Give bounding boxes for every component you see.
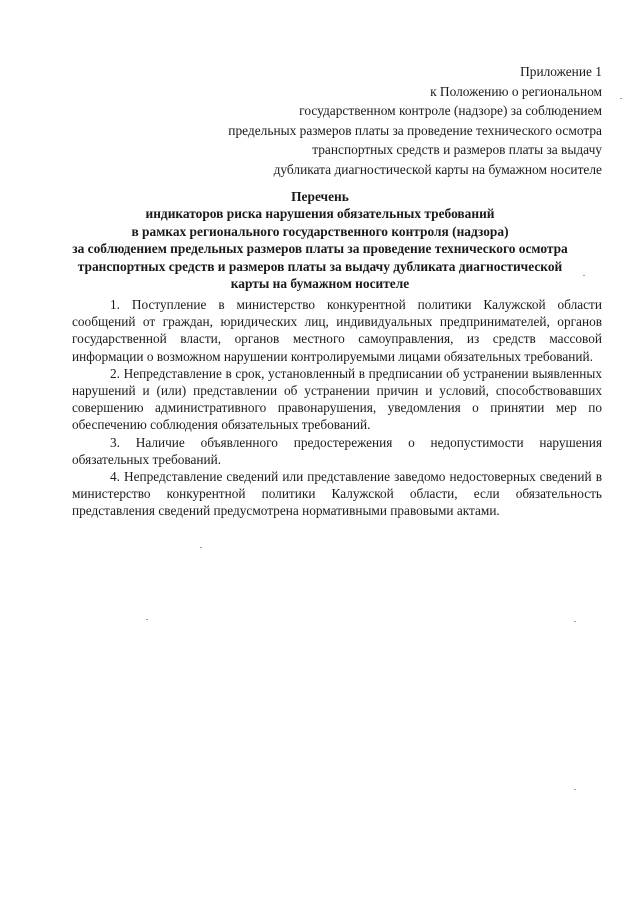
scan-speck [574,621,576,622]
indicator-item-4: 4. Непредставление сведений или представление заведомо недостоверных сведений в министерство конкурентной политики Калужской области, если обязательность представления сведений предусмотрена нормативными правовыми актами. [72,469,602,519]
scan-speck [574,789,576,790]
annex-line: государственном контроле (надзоре) за соблюдением [299,103,602,119]
indicator-item-3: 3. Наличие объявленного предостережения о недопустимости нарушения обязательных требований. [72,434,602,467]
annex-header [182,62,602,180]
title-line: за соблюдением предельных размеров платы за проведение технического осмотра [72,241,568,257]
annex-line: Приложение 1 [520,64,602,79]
title-line: в рамках регионального государственного контроля (надзора) [131,223,509,239]
indicator-item-2: 2. Непредставление в срок, установленный в предписании об устранении выявленных нарушений и (или) представлении об устранении причин и условий, способствовавших совершению административного правонарушения, уведомления о принятии мер по обеспечению соблюдения обязательных требований. [72,365,602,433]
title-line: индикаторов риска нарушения обязательных требований [145,206,495,222]
annex-line: предельных размеров платы за проведение технического осмотра [228,122,602,138]
scan-speck [620,98,622,99]
title-line: карты на бумажном носителе [230,276,410,292]
scan-speck [200,547,202,548]
annex-line: транспортных средств и размеров платы за выдачу [312,142,602,158]
scan-speck [583,275,585,276]
indicator-list [72,296,602,520]
title-line: транспортных средств и размеров платы за выдачу дубликата диагностической [77,258,563,274]
indicator-item-1: 1. Поступление в министерство конкурентной политики Калужской области сообщений от граждан, юридических лиц, индивидуальных предпринимателей, органов государственной власти, органов местного самоуправления, из средств массовой информации о возможном нарушении контролируемыми лицами обязательных требований. [72,297,602,364]
scan-speck [146,619,148,620]
document-title [40,188,600,292]
title-line: Перечень [291,189,349,204]
annex-line: к Положению о региональном [430,83,602,99]
annex-line: дубликата диагностической карты на бумажном носителе [273,161,602,177]
